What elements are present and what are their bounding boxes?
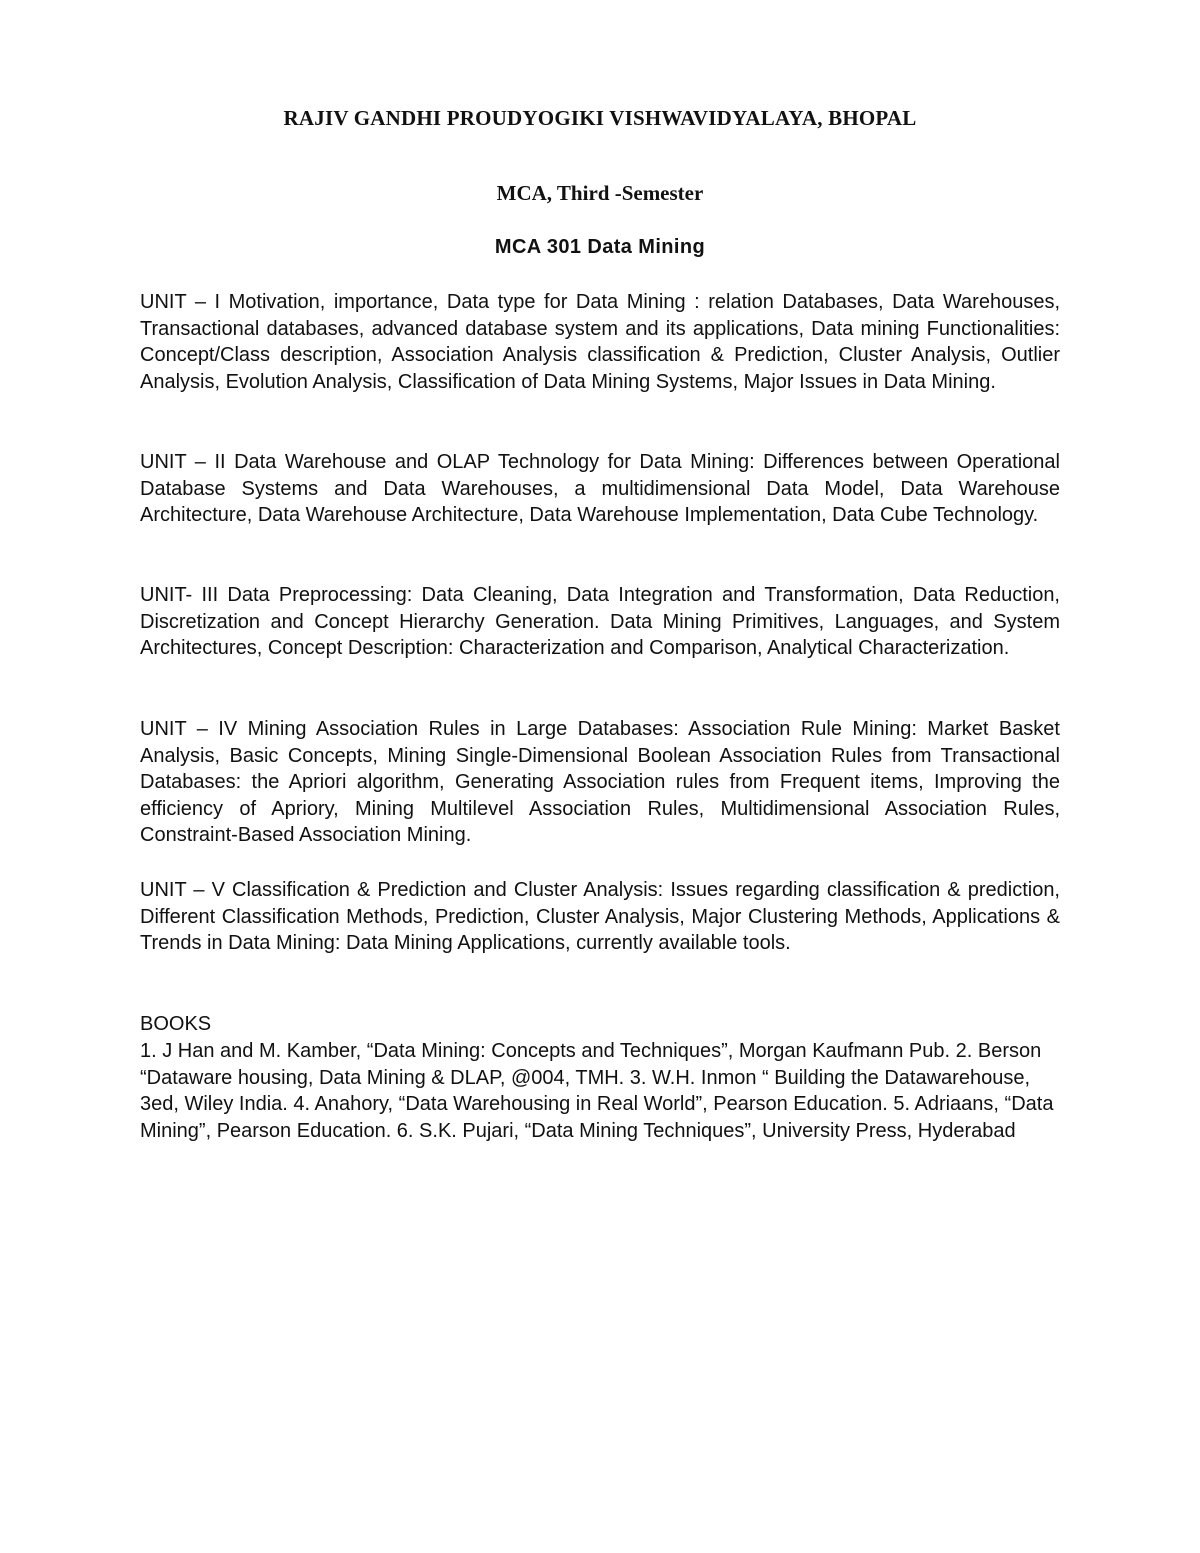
course-title: MCA 301 Data Mining — [494, 236, 706, 258]
semester-heading: MCA, Third -Semester — [496, 181, 704, 205]
books-heading: BOOKS — [140, 1013, 212, 1035]
unit-2-paragraph: UNIT – II Data Warehouse and OLAP Technology for Data Mining: Differences between Operational Database Systems and Data Warehouses, a multidimensional Data Model, Data Warehouse Architecture, Data Warehouse Architecture, Data Warehouse Implementation, Data Cube Technology. — [140, 451, 1060, 526]
unit-5-paragraph: UNIT – V Classification & Prediction and Cluster Analysis: Issues regarding classification & prediction, Different Classification Methods, Prediction, Cluster Analysis, Major Clustering Methods, Applications & Trends in Data Mining: Data Mining Applications, currently available tools. — [140, 879, 1060, 954]
university-name: RAJIV GANDHI PROUDYOGIKI VISHWAVIDYALAYA, BHOPAL — [283, 106, 917, 130]
books-list: 1. J Han and M. Kamber, “Data Mining: Concepts and Techniques”, Morgan Kaufmann Pub. 2. Berson “Dataware housing, Data Mining & DLAP, @004, TMH. 3. W.H. Inmon “ Building the Datawarehouse, 3ed, Wiley India. 4. Anahory, “Data Warehousing in Real World”, Pearson Education. 5. Adriaans, “Data Mining”, Pearson Education. 6. S.K. Pujari, “Data Mining Techniques”, University Press, Hyderabad — [140, 1040, 1054, 1142]
unit-1-paragraph: UNIT – I Motivation, importance, Data type for Data Mining : relation Databases, Data Warehouses, Transactional databases, advanced database system and its applications, Data mining Functionalities: Concept/Class description, Association Analysis classification & Prediction, Cluster Analysis, Outlier Analysis, Evolution Analysis, Classification of Data Mining Systems, Major Issues in Data Mining. — [140, 291, 1060, 393]
unit-4-paragraph: UNIT – IV Mining Association Rules in Large Databases: Association Rule Mining: Market Basket Analysis, Basic Concepts, Mining Single-Dimensional Boolean Association Rules from Transactional Databases: the Apriori algorithm, Generating Association rules from Frequent items, Improving the efficiency of Apriory, Mining Multilevel Association Rules, Multidimensional Association Rules, Constraint-Based Association Mining. — [140, 718, 1060, 846]
unit-3-paragraph: UNIT- III Data Preprocessing: Data Cleaning, Data Integration and Transformation, Data Reduction, Discretization and Concept Hierarchy Generation. Data Mining Primitives, Languages, and System Architectures, Concept Description: Characterization and Comparison, Analytical Characterization. — [140, 584, 1060, 659]
